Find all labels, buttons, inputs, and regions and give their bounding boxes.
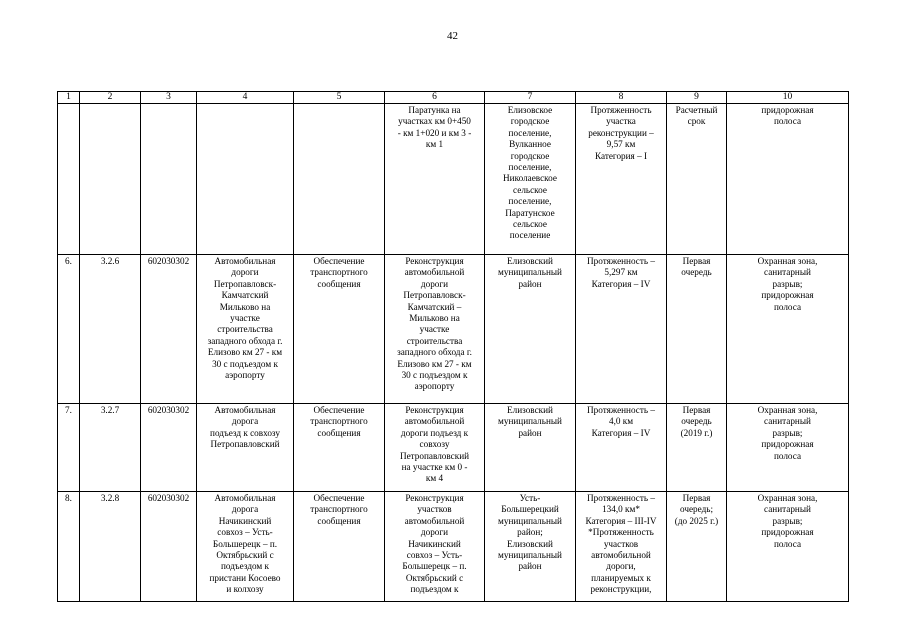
table-row [58, 104, 849, 255]
object-code: 3.2.7 [80, 404, 141, 492]
planned-works: Реконструкция автомобильной дороги Петропавловск- Камчатский – Мильково на участке строительства западного обхода г. Елизово км 27 - км 30 с подъездом к аэропорту [385, 255, 485, 404]
classifier-code [141, 104, 197, 255]
planned-works: Реконструкция участков автомобильной дороги Начикинский совхоз – Усть- Большерецк – п. Октябрьский с подъездом к [385, 492, 485, 602]
table-row [58, 492, 849, 602]
location: Елизовское городское поселение, Вулканное городское поселение, Николаевское сельское поселение, Паратунское сельское поселение [485, 104, 576, 255]
planned-works: Паратунка на участках км 0+450 - км 1+020 и км 3 - км 1 [385, 104, 485, 255]
header-row [58, 92, 849, 104]
page-number: 42 [447, 30, 458, 42]
zones: Охранная зона, санитарный разрыв; придорожная полоса [727, 255, 849, 404]
row-number: 6. [58, 255, 80, 404]
object-name: Автомобильная дороги Петропавловск- Камчатский Мильково на участке строительства западного обхода г. Елизово км 27 - км 30 с подъездом к аэропорту [197, 255, 294, 404]
deadline: Первая очередь [667, 255, 727, 404]
column-header: 8 [576, 92, 667, 104]
object-purpose: Обеспечение транспортного сообщения [294, 255, 385, 404]
object-name: Автомобильная дорога подъезд к совхозу Петропавловский [197, 404, 294, 492]
row-number: 8. [58, 492, 80, 602]
classifier-code: 602030302 [141, 255, 197, 404]
characteristics: Протяженность участка реконструкции – 9,57 км Категория – I [576, 104, 667, 255]
classifier-code: 602030302 [141, 404, 197, 492]
object-purpose [294, 104, 385, 255]
object-code [80, 104, 141, 255]
table-row [58, 404, 849, 492]
column-header: 6 [385, 92, 485, 104]
location: Елизовский муниципальный район [485, 404, 576, 492]
column-header: 4 [197, 92, 294, 104]
column-header: 9 [667, 92, 727, 104]
column-header: 7 [485, 92, 576, 104]
table-row [58, 255, 849, 404]
object-code: 3.2.8 [80, 492, 141, 602]
object-purpose: Обеспечение транспортного сообщения [294, 404, 385, 492]
characteristics: Протяженность – 134,0 км* Категория – III-IV *Протяженность участков автомобильной дороги, планируемых к реконструкции, [576, 492, 667, 602]
column-header: 2 [80, 92, 141, 104]
location: Усть- Большерецкий муниципальный район; Елизовский муниципальный район [485, 492, 576, 602]
deadline: Первая очередь; (до 2025 г.) [667, 492, 727, 602]
zones: Охранная зона, санитарный разрыв; придорожная полоса [727, 404, 849, 492]
classifier-code: 602030302 [141, 492, 197, 602]
column-header: 1 [58, 92, 80, 104]
column-header: 5 [294, 92, 385, 104]
planned-works: Реконструкция автомобильной дороги подъезд к совхозу Петропавловский на участке км 0 - км 4 [385, 404, 485, 492]
location: Елизовский муниципальный район [485, 255, 576, 404]
document-table [57, 91, 849, 602]
object-purpose: Обеспечение транспортного сообщения [294, 492, 385, 602]
object-code: 3.2.6 [80, 255, 141, 404]
zones: придорожная полоса [727, 104, 849, 255]
object-name [197, 104, 294, 255]
object-name: Автомобильная дорога Начикинский совхоз – Усть- Большерецк – п. Октябрьский с подъездом к пристани Косоево и колхозу [197, 492, 294, 602]
row-number: 7. [58, 404, 80, 492]
characteristics: Протяженность – 4,0 км Категория – IV [576, 404, 667, 492]
column-header: 3 [141, 92, 197, 104]
column-header: 10 [727, 92, 849, 104]
zones: Охранная зона, санитарный разрыв; придорожная полоса [727, 492, 849, 602]
deadline: Первая очередь (2019 г.) [667, 404, 727, 492]
characteristics: Протяженность – 5,297 км Категория – IV [576, 255, 667, 404]
deadline: Расчетный срок [667, 104, 727, 255]
row-number [58, 104, 80, 255]
